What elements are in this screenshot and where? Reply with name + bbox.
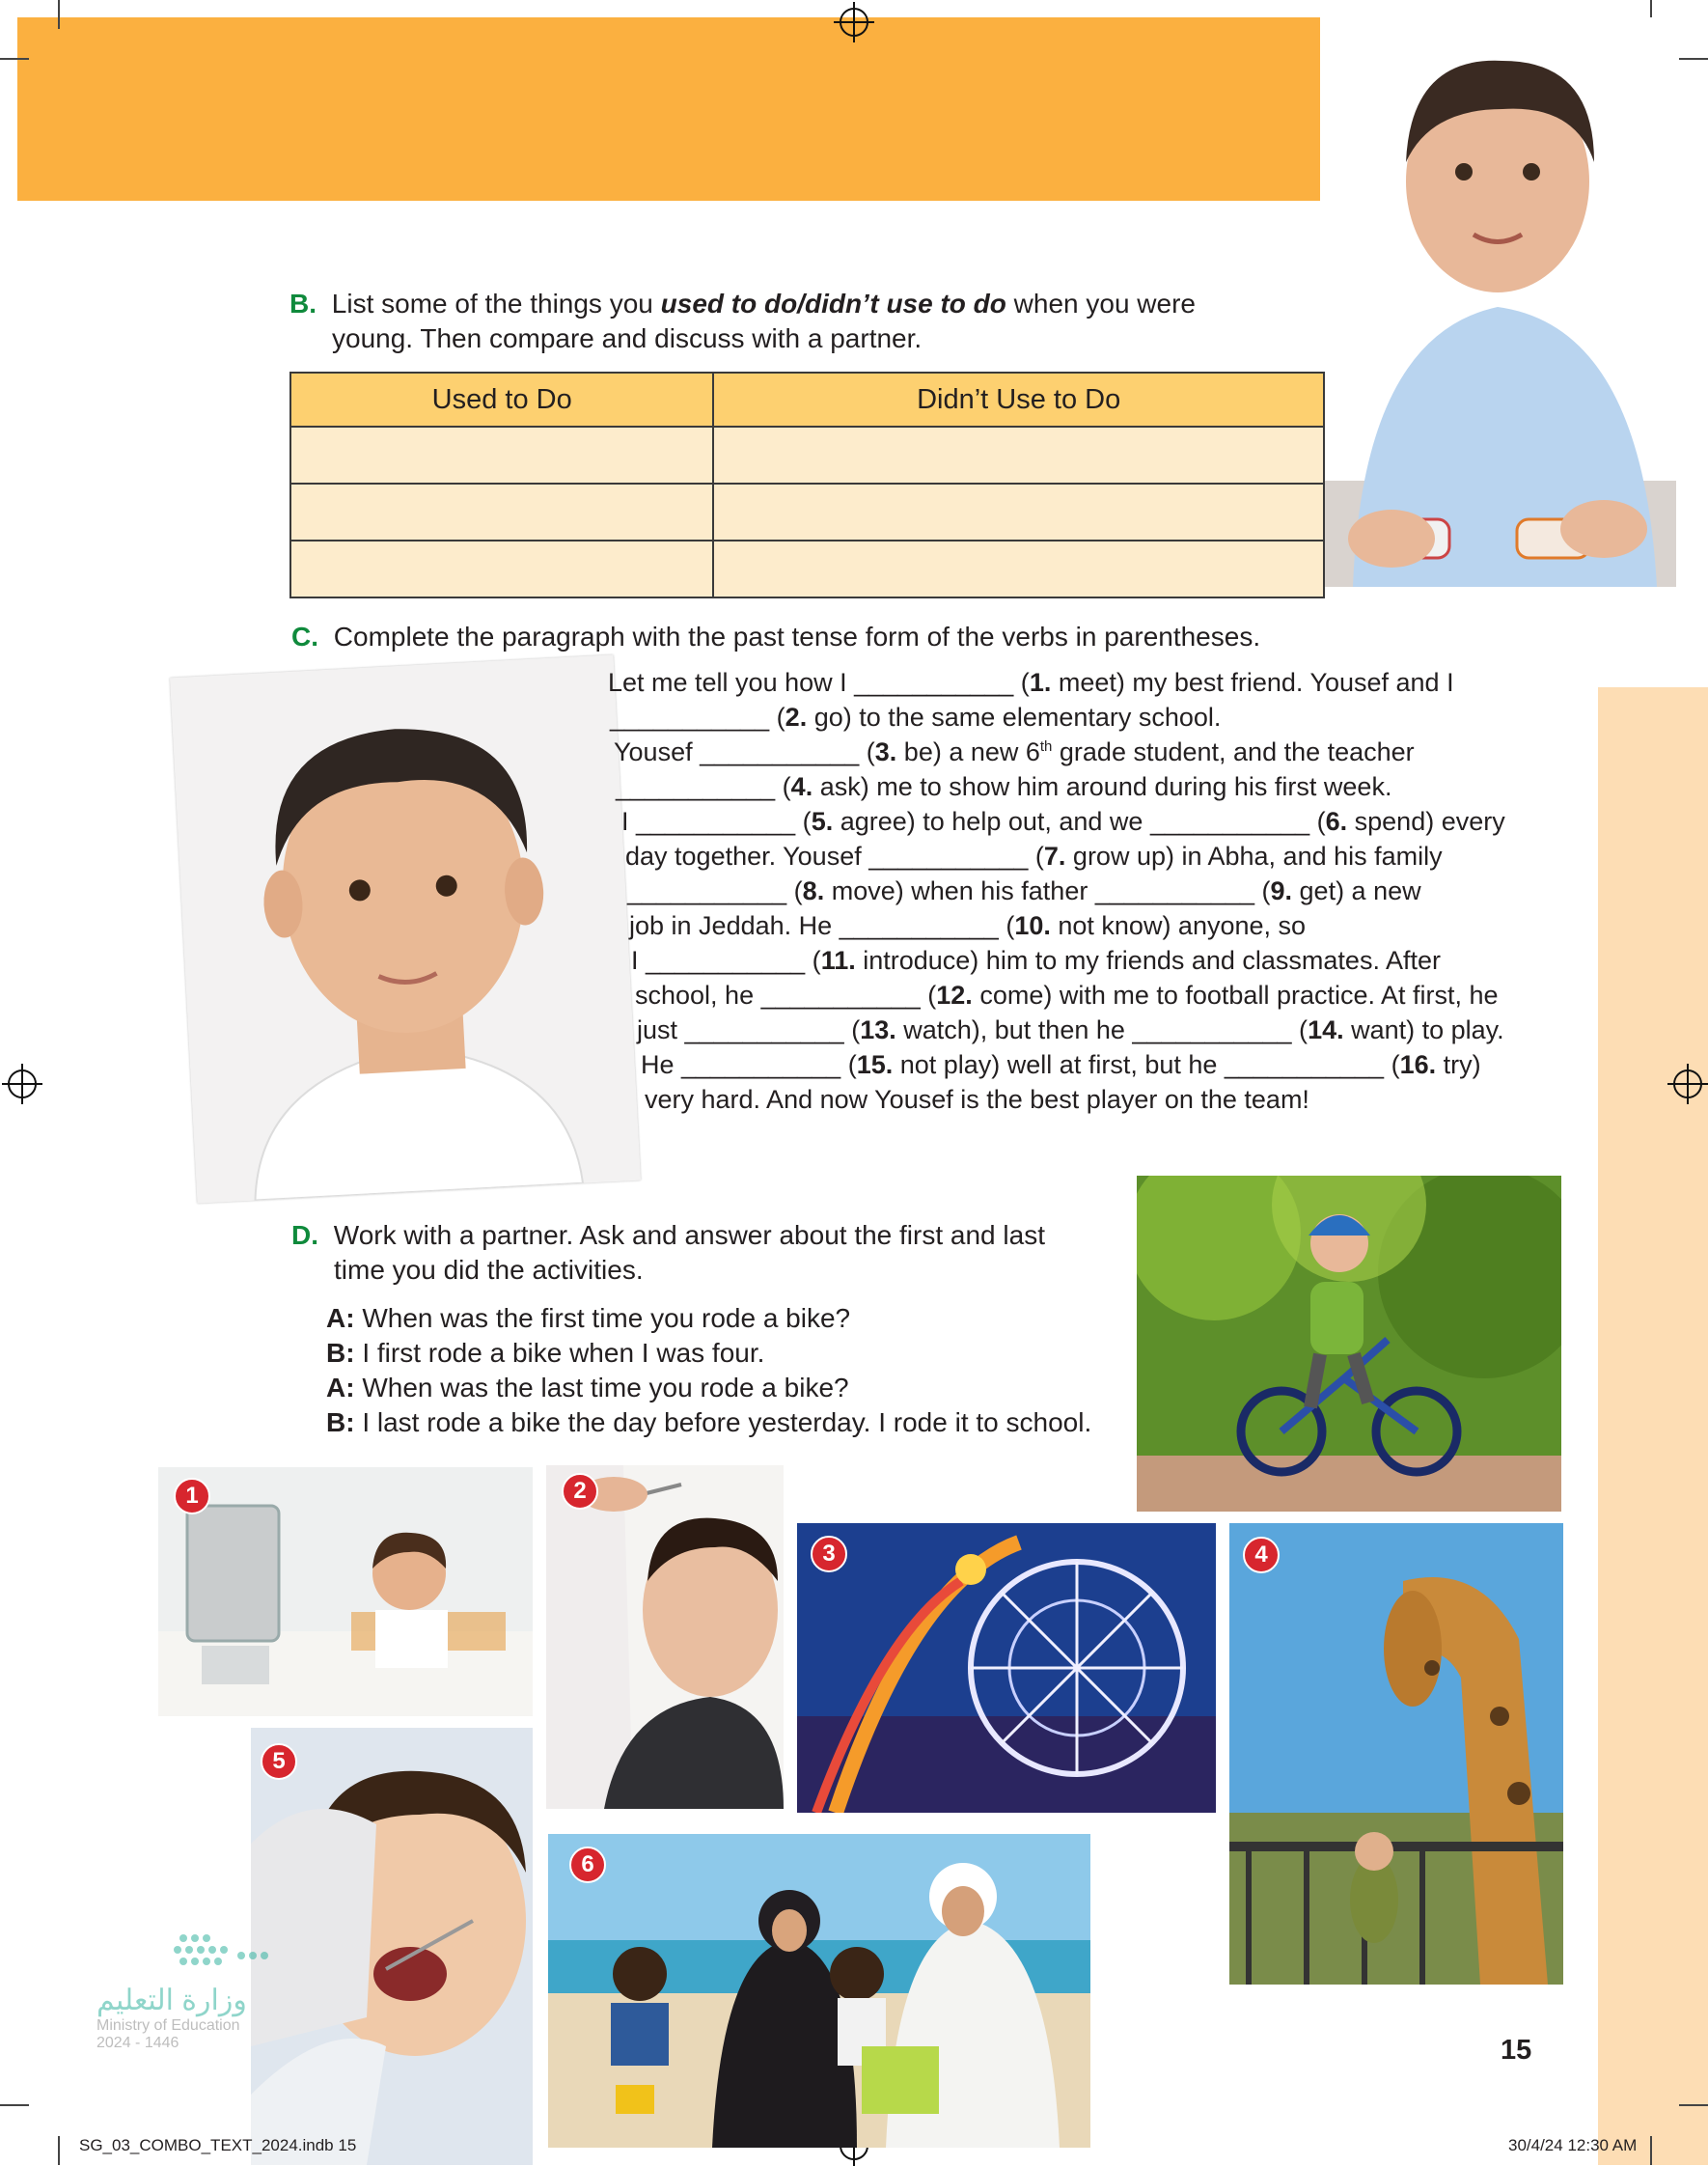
footer-timestamp: 30/4/24 12:30 AM: [1508, 2136, 1638, 2154]
blank-number: 5.: [811, 807, 834, 836]
side-band: [1598, 687, 1708, 2165]
crop-mark: [0, 2104, 29, 2106]
crop-mark: [58, 2136, 60, 2165]
table-cell[interactable]: [713, 541, 1324, 597]
table-cell[interactable]: [290, 427, 713, 484]
blank-number: 2.: [785, 703, 808, 732]
paragraph-line: ___________ (2. go) to the same elementary school.: [610, 703, 1222, 732]
registration-mark: [8, 1069, 37, 1098]
ministry-logo-year: 2024 - 1446: [96, 2035, 179, 2051]
activity-badge: 3: [811, 1536, 847, 1572]
photo-ferris-wheel: [797, 1523, 1216, 1813]
blank-number: 7.: [1043, 842, 1066, 871]
paragraph-line: school, he ___________ (12. come) with me to football practice. At first, he: [635, 981, 1499, 1010]
photo-boy-at-computer: [158, 1467, 533, 1716]
blank-number: 6.: [1325, 807, 1348, 836]
paragraph-line: ___________ (8. move) when his father ___________ (9. get) a new: [627, 876, 1421, 905]
dialogue-line: A: When was the first time you rode a bike?: [326, 1303, 851, 1333]
registration-mark: [1673, 1069, 1702, 1098]
photo-boy-portrait: [170, 654, 641, 1203]
speaker-label: A:: [326, 1303, 355, 1333]
blank-number: 1.: [1029, 668, 1052, 697]
activity-badge: 5: [261, 1743, 297, 1780]
instruction-emphasis: used to do/didn’t use to do: [660, 289, 1006, 319]
crop-mark: [58, 0, 60, 29]
paragraph-line: ___________ (4. ask) me to show him around during his first week.: [616, 772, 1392, 801]
paragraph-line: just ___________ (13. watch), but then he ___________ (14. want) to play.: [637, 1015, 1504, 1044]
blank-number: 8.: [802, 876, 825, 905]
photo-haircut: [546, 1465, 784, 1809]
paragraph-line: day together. Yousef ___________ (7. grow up) in Abha, and his family: [625, 842, 1443, 871]
blank-number: 13.: [860, 1015, 896, 1044]
ministry-logo: [96, 1930, 280, 2085]
photo-boy-riding-bike: [1137, 1176, 1561, 1512]
ministry-logo-arabic: وزارة التعليم: [96, 1985, 247, 2016]
photo-beach-family: [548, 1834, 1090, 2148]
section-b-instruction: [289, 287, 1196, 321]
table-cell[interactable]: [713, 484, 1324, 541]
section-b-instruction-line2: young. Then compare and discuss with a partner.: [332, 323, 923, 353]
paragraph-line: I ___________ (5. agree) to help out, and we ___________ (6. spend) every: [621, 807, 1505, 836]
crop-mark: [1679, 58, 1708, 60]
instruction-text: List some of the things you: [331, 289, 661, 319]
activity-badge: 6: [569, 1847, 606, 1883]
ministry-logo-english: Ministry of Education: [96, 2017, 240, 2034]
column-header-used-to-do: Used to Do: [290, 373, 713, 427]
table-cell[interactable]: [713, 427, 1324, 484]
table-cell[interactable]: [290, 541, 713, 597]
crop-mark: [1679, 2104, 1708, 2106]
paragraph-line: very hard. And now Yousef is the best player on the team!: [645, 1085, 1309, 1114]
registration-mark: [840, 8, 868, 37]
speaker-label: B:: [326, 1338, 355, 1368]
blank-number: 3.: [874, 737, 897, 766]
activity-badge: 2: [562, 1473, 598, 1510]
instruction-text: when you were: [1006, 289, 1196, 319]
blank-number: 4.: [790, 772, 813, 801]
section-d-instruction: [291, 1218, 1045, 1253]
photo-boy-playing-cars: [1324, 17, 1676, 587]
section-c-instruction: [291, 620, 1260, 654]
blank-number: 11.: [820, 946, 856, 975]
used-to-table: [289, 372, 1325, 598]
paragraph-line: Yousef ___________ (3. be) a new 6th grade student, and the teacher: [614, 737, 1415, 766]
header-banner: [17, 17, 1320, 201]
blank-number: 14.: [1308, 1015, 1344, 1044]
table-cell[interactable]: [290, 484, 713, 541]
activity-badge: 1: [174, 1478, 210, 1514]
dialogue-line: A: When was the last time you rode a bike?: [326, 1373, 849, 1402]
paragraph-line: job in Jeddah. He ___________ (10. not know) anyone, so: [629, 911, 1307, 940]
footer-file-slug: SG_03_COMBO_TEXT_2024.indb 15: [79, 2136, 357, 2154]
section-letter: D.: [291, 1220, 318, 1250]
activity-badge: 4: [1243, 1537, 1280, 1573]
crop-mark: [1650, 2136, 1652, 2165]
paragraph-line: I ___________ (11. introduce) him to my friends and classmates. After: [631, 946, 1441, 975]
instruction-text: Work with a partner. Ask and answer about the first and last: [333, 1220, 1045, 1250]
speaker-label: B:: [326, 1407, 355, 1437]
section-d-instruction-line2: time you did the activities.: [334, 1255, 644, 1285]
photo-giraffe: [1229, 1523, 1563, 1985]
speaker-label: A:: [326, 1373, 355, 1402]
dialogue-line: B: I last rode a bike the day before yesterday. I rode it to school.: [326, 1407, 1092, 1437]
blank-number: 12.: [936, 981, 973, 1010]
blank-number: 10.: [1014, 911, 1051, 940]
blank-number: 16.: [1399, 1050, 1437, 1079]
paragraph-line: He ___________ (15. not play) well at first, but he ___________ (16. try): [641, 1050, 1481, 1079]
dialogue-line: B: I first rode a bike when I was four.: [326, 1338, 765, 1368]
ministry-logo-dots-icon: [96, 1930, 280, 1979]
instruction-text: Complete the paragraph with the past tense form of the verbs in parentheses.: [333, 622, 1261, 652]
page-number: 15: [1501, 2035, 1532, 2066]
blank-number: 15.: [856, 1050, 894, 1079]
blank-number: 9.: [1270, 876, 1293, 905]
paragraph-line: Let me tell you how I ___________ (1. meet) my best friend. Yousef and I: [608, 668, 1454, 697]
crop-mark: [0, 58, 29, 60]
column-header-didnt-use-to-do: Didn’t Use to Do: [713, 373, 1324, 427]
photo-dentist: [251, 1728, 533, 2165]
section-letter: B.: [289, 289, 317, 319]
section-letter: C.: [291, 622, 318, 652]
